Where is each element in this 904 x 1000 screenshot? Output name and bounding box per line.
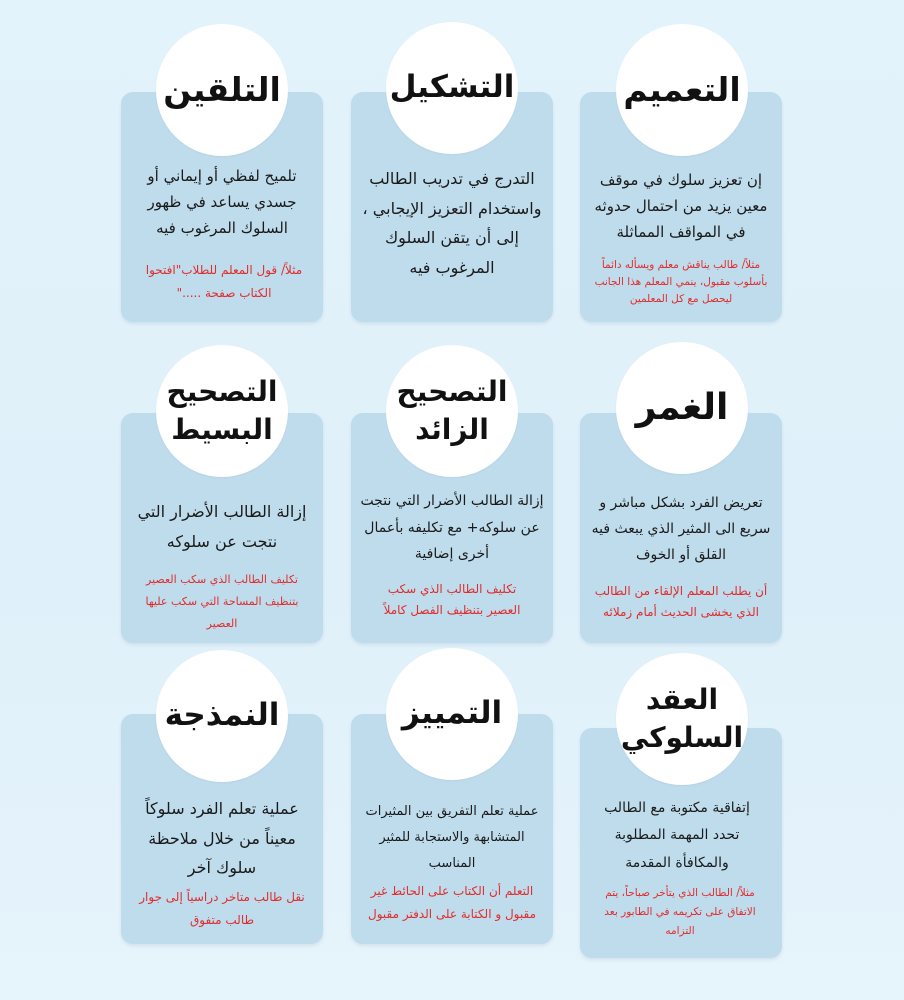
card-generalization-example: مثلاً/ طالب يناقش معلم ويسأله دائماً بأسلوب مقبول، ينمي المعلم هذا الجانب ليحصل مع كل المعلمين	[594, 259, 768, 305]
card-modeling-title: النمذجة	[164, 697, 280, 734]
card-shaping-title: التشكيل	[389, 69, 515, 106]
card-prompting-title-circle	[156, 24, 288, 156]
card-simple-correction-example: تكليف الطالب الذي سكب العصير بتنظيف المساحة التي سكب عليها العصير	[145, 573, 299, 630]
card-overcorrection-title-circle	[386, 345, 518, 477]
card-simple-correction-title-circle	[156, 345, 288, 477]
card-flooding-example: أن يطلب المعلم الإلقاء من الطالب الذي يخشى الحديث أمام زملائه	[594, 584, 768, 619]
card-shaping-body: التدرج في تدريب الطالب واستخدام التعزيز الإيجابي ، إلى أن يتقن السلوك المرغوب فيه	[362, 169, 542, 277]
card-behavioral-contract-body: إتفاقية مكتوبة مع الطالب تحدد المهمة المطلوبة والمكافأة المقدمة	[604, 800, 750, 871]
card-behavioral-contract-example: مثلاً/ الطالب الذي يتأخر صباحاً، يتم الاتفاق على تكريمه في الطابور بعد التزامه	[604, 887, 756, 937]
card-modeling-body: عملية تعلم الفرد سلوكاً معيناً من خلال ملاحظة سلوك آخر	[145, 799, 299, 878]
card-overcorrection-body: إزالة الطالب الأضرار التي نتجت عن سلوكه+ مع تكليفه بأعمال أخرى إضافية	[360, 493, 544, 563]
card-behavioral-contract-title-circle	[616, 653, 748, 785]
card-overcorrection-title: التصحيح الزائد	[396, 375, 508, 446]
card-prompting-title: التلقين	[163, 69, 281, 109]
card-modeling-title-circle	[156, 650, 288, 782]
card-shaping-title-circle	[386, 22, 518, 154]
card-generalization-title-circle	[616, 24, 748, 156]
card-simple-correction-title: التصحيح البسيط	[166, 375, 278, 446]
card-prompting-body: تلميح لفظي أو إيماني أو جسدي يساعد في ظهور السلوك المرغوب فيه	[147, 167, 297, 237]
card-flooding-title: الغمر	[635, 386, 729, 428]
card-discrimination-example: التعلم أن الكتاب على الحائط غير مقبول و الكتابة على الدفتر مقبول	[367, 884, 536, 921]
card-discrimination-title-circle	[386, 648, 518, 780]
card-discrimination-body: عملية تعلم التفريق بين المثيرات المتشابهة والاستجابة للمثير المناسب	[365, 804, 539, 871]
card-behavioral-contract-title: العقد السلوكي	[620, 683, 744, 754]
card-simple-correction-body: إزالة الطالب الأضرار التي نتجت عن سلوكه	[137, 502, 307, 551]
card-generalization-title: التعميم	[623, 69, 741, 109]
card-prompting-example: مثلاً/ قول المعلم للطلاب"افتحوا الكتاب صفحة ....."	[145, 263, 303, 300]
card-discrimination-title: التمييز	[401, 695, 503, 732]
card-flooding-body: تعريض الفرد بشكل مباشر و سريع الى المثير الذي يبعث فيه القلق أو الخوف	[591, 495, 771, 563]
card-overcorrection-example: تكليف الطالب الذي سكب العصير بتنظيف الفصل كاملاً	[383, 582, 521, 617]
card-generalization-body: إن تعزيز سلوك في موقف معين يزيد من احتمال حدوثه في المواقف المماثلة	[594, 171, 768, 241]
card-flooding-title-circle	[616, 342, 748, 474]
card-modeling-example: نقل طالب متاخر دراسياً إلى جوار طالب متفوق	[139, 890, 305, 927]
